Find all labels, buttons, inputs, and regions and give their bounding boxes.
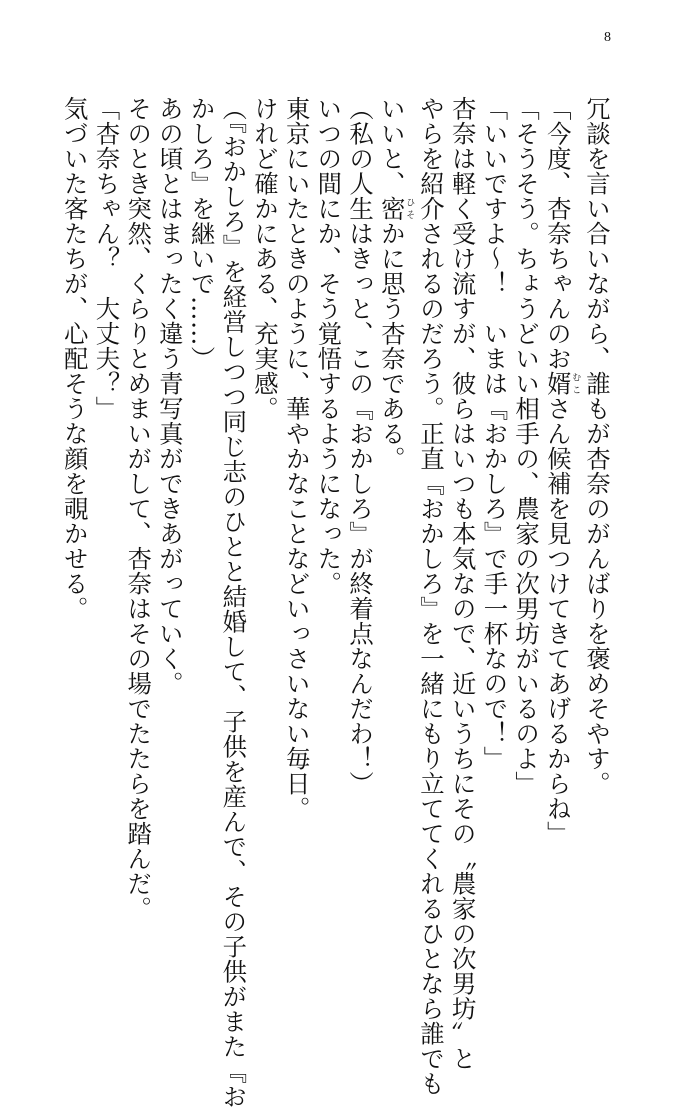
text-line: 「そうそう。ちょうどいい相手の、農家の次男坊がいるのよ」 (511, 96, 541, 796)
text-line: 冗談を言い合いながら、誰もが杏奈のがんばりを褒めそやす。 (582, 96, 611, 796)
text-line-with-ruby (375, 96, 414, 952)
ruby-base: 密 (376, 196, 406, 221)
text-line-with-ruby (541, 96, 580, 952)
text-line: 杏奈は軽く受け流すが、彼らはいつも本気なので、近いうちにその〝農家の次男坊〟と (447, 96, 477, 1071)
ruby-reading: むこ (570, 371, 581, 396)
ruby-base: 婿 (542, 371, 572, 396)
line-part: 「今度、杏奈ちゃんのお (542, 96, 572, 371)
ruby-word (376, 196, 415, 221)
ruby-reading: ひそ (404, 196, 415, 221)
text-line: 東京にいたときのように、華やかなことなどいっさいない毎日。 (281, 96, 311, 821)
ruby-word (542, 371, 581, 396)
text-line: （私の人生はきっと、この『おかしろ』が終着点なんだわ！） (345, 96, 375, 796)
text-line: けれど確かにある、充実感。 (249, 96, 279, 421)
text-line: 「杏奈ちゃん？ 大丈夫？」 (91, 96, 121, 421)
line-part: かに思う杏奈である。 (376, 221, 406, 471)
text-line: やらを紹介されるのだろう。正直『おかしろ』を一緒にもり立ててくれるひとなら誰でも (415, 96, 445, 1096)
text-line: 「いいですよ～！ いまは『おかしろ』で手一杯なので！」 (479, 96, 509, 771)
vertical-text-body (59, 96, 612, 1109)
text-line: いつの間にか、そう覚悟するようになった。 (313, 96, 343, 596)
text-line: （『おかしろ』を経営しつつ同じ志のひとと結婚して、子供を産んで、その子供がまた『お (218, 96, 248, 1109)
text-line: そのとき突然、くらりとめまいがして、杏奈はその場でたたらを踏んだ。 (123, 96, 153, 921)
line-part: いいと、 (376, 96, 406, 196)
text-line: 気づいた客たちが、心配そうな顔を覗かせる。 (59, 96, 89, 621)
line-part: さん候補を見つけてきてあげるからね」 (542, 396, 572, 846)
text-line: かしろ』を継いで……） (186, 96, 216, 371)
text-line: あの頃とはまったく違う青写真ができあがっていく。 (154, 96, 184, 696)
page-number: 8 (604, 30, 611, 45)
